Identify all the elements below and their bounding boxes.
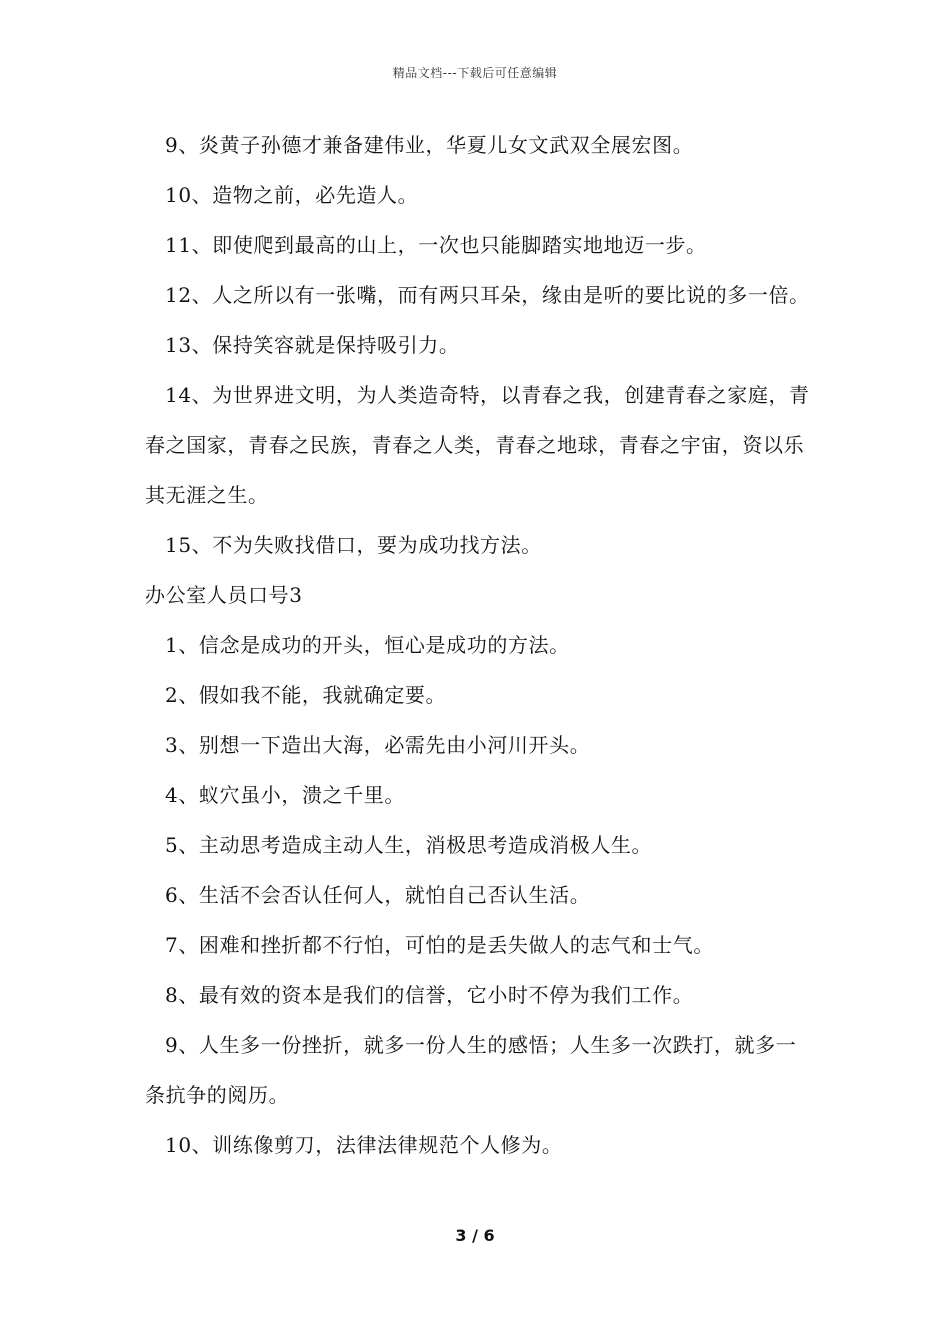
list-item: 4、蚁穴虽小，溃之千里。 — [165, 783, 405, 807]
list-item: 9、炎黄子孙德才兼备建伟业，华夏儿女文武双全展宏图。 — [165, 133, 694, 157]
list-item: 10、造物之前，必先造人。 — [165, 183, 419, 207]
list-item: 7、困难和挫折都不行怕，可怕的是丢失做人的志气和士气。 — [165, 933, 714, 957]
document-body — [145, 120, 810, 1170]
list-item: 8、最有效的资本是我们的信誉，它小时不停为我们工作。 — [165, 983, 694, 1007]
list-item: 12、人之所以有一张嘴，而有两只耳朵，缘由是听的要比说的多一倍。 — [165, 283, 810, 307]
list-item: 3、别想一下造出大海，必需先由小河川开头。 — [165, 733, 591, 757]
list-item: 14、为世界进文明，为人类造奇特，以青春之我，创建青春之家庭，青春之国家，青春之民族，青春之人类，青春之地球，青春之宇宙，资以乐其无涯之生。 — [145, 383, 810, 507]
list-item: 9、人生多一份挫折，就多一份人生的感悟；人生多一次跌打，就多一条抗争的阅历。 — [145, 1033, 797, 1107]
list-item: 1、信念是成功的开头，恒心是成功的方法。 — [165, 633, 570, 657]
list-item: 15、不为失败找借口，要为成功找方法。 — [165, 533, 542, 557]
page-header: 精品文档---下载后可任意编辑 — [392, 66, 558, 80]
list-item: 2、假如我不能，我就确定要。 — [165, 683, 447, 707]
list-item: 6、生活不会否认任何人，就怕自己否认生活。 — [165, 883, 591, 907]
list-item: 13、保持笑容就是保持吸引力。 — [165, 333, 460, 357]
page-number: 3 / 6 — [455, 1226, 495, 1245]
list-item: 10、训练像剪刀，法律法律规范个人修为。 — [165, 1133, 563, 1157]
list-item: 5、主动思考造成主动人生，消极思考造成消极人生。 — [165, 833, 653, 857]
section-heading: 办公室人员口号3 — [145, 583, 303, 607]
list-item: 11、即使爬到最高的山上，一次也只能脚踏实地地迈一步。 — [165, 233, 707, 257]
